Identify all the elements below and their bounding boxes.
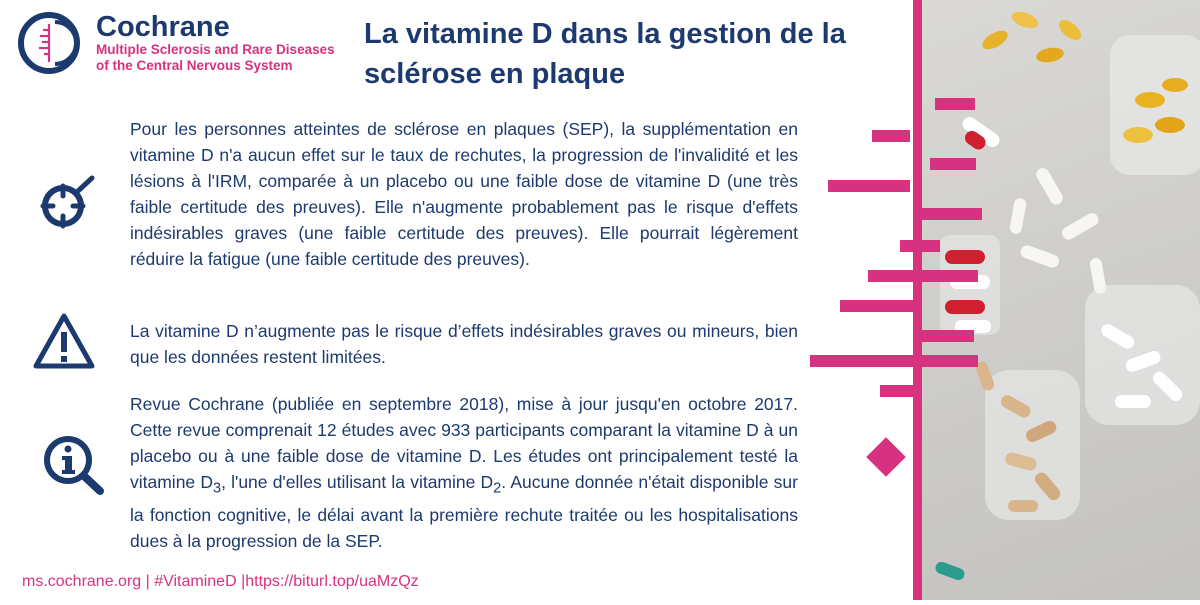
warning-triangle-icon <box>32 312 96 372</box>
brand <box>96 12 366 74</box>
cochrane-logo <box>18 12 80 74</box>
pink-bar <box>828 180 910 192</box>
target-magnifier-icon <box>38 172 100 234</box>
review-text-part3: . Aucune donnée n'était disponible sur la fonction cognitive, le délai avant la première rechute traitée ou les hospitalisations dues à la progression de la SEP. <box>130 472 798 551</box>
review-info-paragraph <box>130 391 798 554</box>
brand-subtitle-line1: Multiple Sclerosis and Rare Diseases <box>96 42 335 57</box>
info-magnifier-icon <box>42 434 106 496</box>
title-line2: sclérose en plaque <box>364 58 626 90</box>
review-text-part2: , l'une d'elles utilisant la vitamine D <box>221 472 494 492</box>
review-sub2: 2 <box>493 480 502 497</box>
brand-name: Cochrane <box>96 11 230 43</box>
brand-subtitle-line2: of the Central Nervous System <box>96 58 293 73</box>
pink-bar <box>872 130 910 142</box>
summary-paragraph: Pour les personnes atteintes de sclérose en plaques (SEP), la supplémentation en vitamine D n'a aucun effet sur le taux de rechutes, la progression de l'invalidité et les lésions à l'IRM, comparée à un placebo ou une faible dose de vitamine D (une très faible certitude des preuves). Elle n'augmente probablement pas le risque d'effets indésirables graves (une faible certitude des preuves). Elle pourrait légèrement réduire la fatigue (une faible certitude des preuves). <box>130 119 798 269</box>
review-text-part1: Revue Cochrane (publiée en septembre 2018), mise à jour jusqu'en octobre 2017. Cette revue comprenait 12 études avec 933 participants comparant la vitamine D à un placebo ou à une faible dose de vitamine D. Les études ont principalement testé la vitamine D <box>130 394 798 492</box>
adverse-effects-paragraph: La vitamine D n’augmente pas le risque d’effets indésirables graves ou mineurs, bien que les données restent limitées. <box>130 321 798 367</box>
pink-bar <box>922 208 982 220</box>
title-line1: La vitamine D dans la gestion de la <box>364 18 846 50</box>
pink-bar <box>868 270 978 282</box>
pink-bar <box>810 355 978 367</box>
review-sub1: 3 <box>212 480 222 497</box>
pink-bar <box>922 330 974 342</box>
pink-bar <box>880 385 922 397</box>
pink-bar <box>935 98 975 110</box>
page-title <box>364 14 904 94</box>
pink-diamond <box>866 437 906 477</box>
pink-bar <box>900 240 940 252</box>
pink-bar <box>840 300 922 312</box>
pills-photo <box>920 0 1200 600</box>
footer-links: ms.cochrane.org | #VitamineD |https://biturl.top/uaMzQz <box>22 573 419 590</box>
pink-bar <box>930 158 976 170</box>
